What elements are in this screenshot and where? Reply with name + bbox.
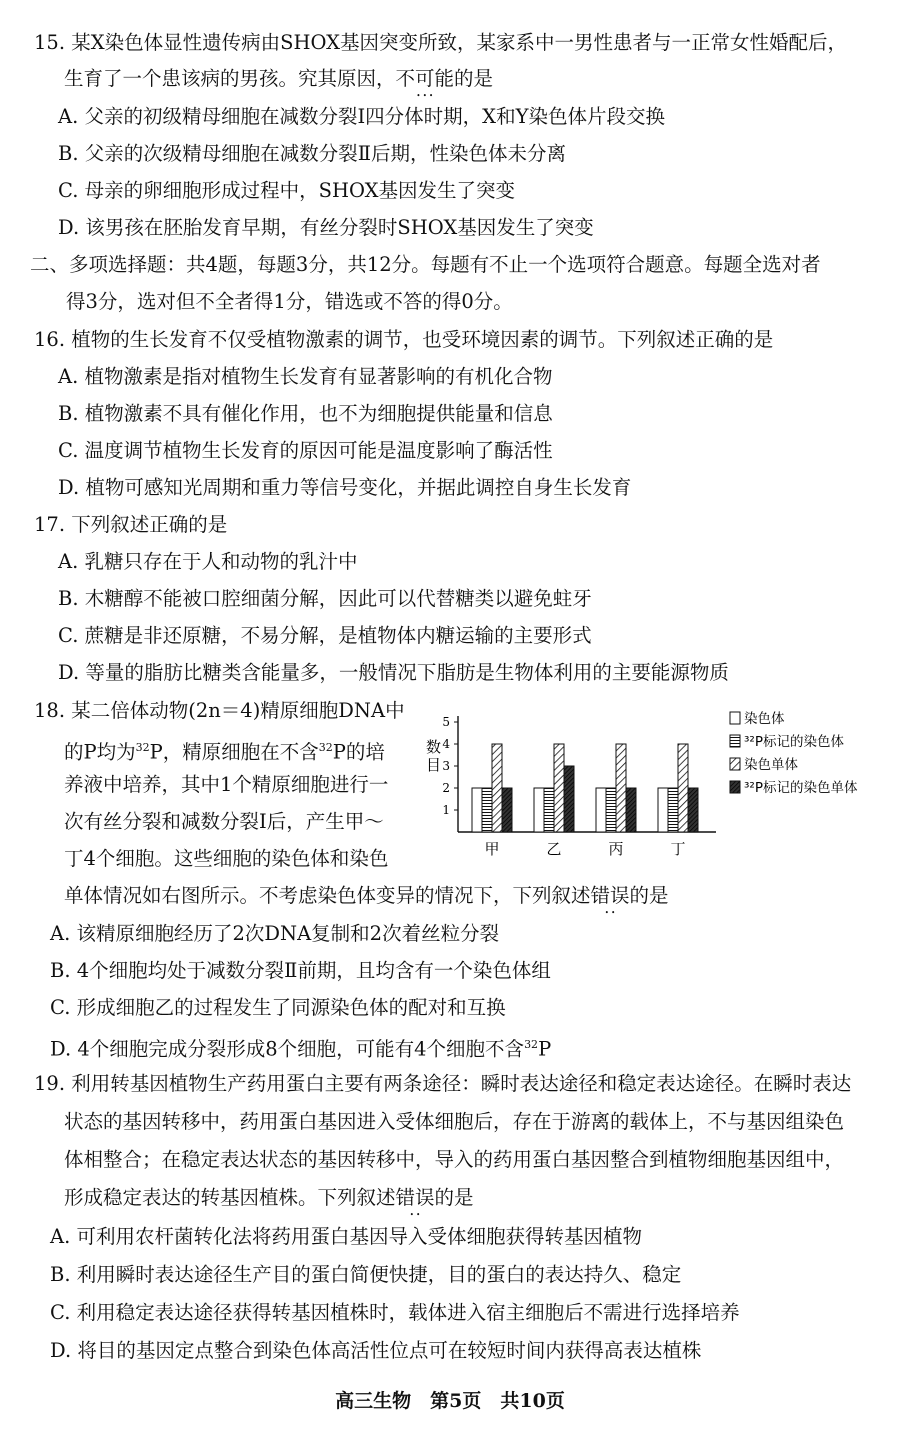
q18-option-d-tail: P	[538, 1037, 552, 1061]
q18-option-d-text: D. 4个细胞完成分裂形成8个细胞，可能有4个细胞不含	[50, 1037, 525, 1061]
bar-1-3	[668, 788, 678, 832]
bar-1-0	[482, 788, 492, 832]
q15-stem-tail: 的是	[454, 67, 494, 90]
q18-option-b: B. 4个细胞均处于减数分裂Ⅱ前期，且均含有一个染色体组	[50, 959, 551, 982]
q19-stem-line1: 19. 利用转基因植物生产药用蛋白主要有两条途径：瞬时表达途径和稳定表达途径。在瞬时表达	[34, 1072, 852, 1095]
bar-1-2	[606, 788, 616, 832]
q18-text-a: 的P均为	[64, 740, 136, 764]
bar-0-3	[658, 788, 668, 832]
bar-3-2	[626, 788, 636, 832]
bar-2-1	[554, 744, 564, 832]
y-axis-label: 数	[426, 738, 442, 756]
q16-option-c: C. 温度调节植物生长发育的原因可能是温度影响了酶活性	[58, 439, 553, 462]
q17-option-d: D. 等量的脂肪比糖类含能量多，一般情况下脂肪是生物体利用的主要能源物质	[58, 661, 729, 684]
q19-emphasis: 错误 • •	[396, 1186, 435, 1209]
page-footer: 高三生物 第5页 共10页	[335, 1390, 565, 1412]
q16-option-a: A. 植物激素是指对植物生长发育有显著影响的有机化合物	[58, 365, 553, 388]
category-label: 甲	[484, 840, 500, 858]
q16-option-b: B. 植物激素不具有催化作用，也不为细胞提供能量和信息	[58, 402, 553, 425]
legend-label: 染色体	[744, 711, 785, 727]
q18-option-d	[50, 1032, 551, 1063]
legend-label: ³²P标记的染色单体	[744, 780, 858, 796]
q18-option-a: A. 该精原细胞经历了2次DNA复制和2次着丝粒分裂	[50, 922, 500, 945]
y-tick-label: 1	[442, 803, 450, 817]
q18-option-d-sup: 32	[524, 1038, 539, 1051]
bar-3-0	[502, 788, 512, 832]
q19-option-d: D. 将目的基因定点整合到染色体高活性位点可在较短时间内获得高表达植株	[50, 1339, 702, 1362]
legend-swatch	[730, 781, 740, 793]
q18-bar-chart	[420, 706, 890, 866]
y-tick-label: 5	[442, 715, 450, 729]
legend-swatch	[730, 735, 740, 747]
q15-option-b: B. 父亲的次级精母细胞在减数分裂Ⅱ后期，性染色体未分离	[58, 142, 566, 165]
q19-option-c: C. 利用稳定表达途径获得转基因植株时，载体进入宿主细胞后不需进行选择培养	[50, 1301, 740, 1324]
q15-stem-line1: 15. 某X染色体显性遗传病由SHOX基因突变所致，某家系中一男性患者与一正常女性婚配后，	[34, 31, 847, 54]
q18-emphasis: 错误 • •	[591, 884, 630, 907]
legend-swatch	[730, 758, 740, 770]
q18-option-c: C. 形成细胞乙的过程发生了同源染色体的配对和互换	[50, 996, 506, 1019]
legend-swatch	[730, 712, 740, 724]
q18-stem-text: 单体情况如右图所示。不考虑染色体变异的情况下，下列叙述	[64, 884, 591, 907]
q18-stem-line6	[64, 883, 669, 909]
q18-stem-line1: 18. 某二倍体动物(2n＝4)精原细胞DNA中	[34, 699, 405, 722]
y-axis-label: 目	[426, 756, 442, 774]
q19-stem-line4	[64, 1185, 474, 1211]
q19-option-a: A. 可利用农杆菌转化法将药用蛋白基因导入受体细胞获得转基因植物	[50, 1225, 642, 1248]
q15-emphasis: 不可能 • • •	[396, 67, 455, 90]
q17-option-b: B. 木糖醇不能被口腔细菌分解，因此可以代替糖类以避免蛀牙	[58, 587, 592, 610]
q18-sup-a: 32	[135, 741, 150, 754]
bar-3-3	[688, 788, 698, 832]
bar-0-1	[534, 788, 544, 832]
q19-option-b: B. 利用瞬时表达途径生产目的蛋白简便快捷，目的蛋白的表达持久、稳定	[50, 1263, 682, 1286]
q18-stem-line4: 次有丝分裂和减数分裂Ⅰ后，产生甲～	[64, 810, 384, 833]
q18-stem-line3: 养液中培养，其中1个精原细胞进行一	[64, 773, 389, 796]
q19-stem-tail: 的是	[434, 1186, 474, 1209]
legend-label: 染色单体	[744, 757, 798, 773]
q15-stem-text: 生育了一个患该病的男孩。究其原因，	[64, 67, 396, 90]
bar-3-1	[564, 766, 574, 832]
q17-option-c: C. 蔗糖是非还原糖，不易分解，是植物体内糖运输的主要形式	[58, 624, 592, 647]
y-tick-label: 2	[442, 781, 450, 795]
q15-option-d: D. 该男孩在胚胎发育早期，有丝分裂时SHOX基因发生了突变	[58, 216, 594, 239]
q18-stem-tail: 的是	[629, 884, 669, 907]
category-label: 乙	[546, 840, 562, 858]
y-tick-label: 4	[442, 737, 450, 751]
category-label: 丙	[608, 840, 624, 858]
q19-stem-line2: 状态的基因转移中，药用蛋白基因进入受体细胞后，存在于游离的载体上，不与基因组染色	[64, 1110, 845, 1133]
q18-stem-line5: 丁4个细胞。这些细胞的染色体和染色	[64, 847, 389, 870]
bar-2-3	[678, 744, 688, 832]
q15-stem-line2	[64, 66, 493, 92]
q16-stem: 16. 植物的生长发育不仅受植物激素的调节，也受环境因素的调节。下列叙述正确的是	[34, 328, 774, 351]
q19-stem-line3: 体相整合；在稳定表达状态的基因转移中，导入的药用蛋白基因整合到植物细胞基因组中，	[64, 1148, 845, 1171]
q18-sup-b: 32	[318, 741, 333, 754]
bar-1-1	[544, 788, 554, 832]
q16-option-d: D. 植物可感知光周期和重力等信号变化，并据此调控自身生长发育	[58, 476, 632, 499]
category-label: 丁	[670, 840, 686, 858]
q15-option-a: A. 父亲的初级精母细胞在减数分裂Ⅰ四分体时期，X和Y染色体片段交换	[58, 105, 665, 128]
section2-heading-line1: 二、多项选择题：共4题，每题3分，共12分。每题有不止一个选项符合题意。每题全选对者	[30, 253, 821, 276]
q19-stem-text: 形成稳定表达的转基因植株。下列叙述	[64, 1186, 396, 1209]
q17-option-a: A. 乳糖只存在于人和动物的乳汁中	[58, 550, 358, 573]
q15-option-c: C. 母亲的卵细胞形成过程中，SHOX基因发生了突变	[58, 179, 516, 202]
q18-stem-line2	[64, 735, 385, 766]
bar-0-0	[472, 788, 482, 832]
q18-text-c: P的培	[332, 740, 385, 764]
q17-stem: 17. 下列叙述正确的是	[34, 513, 228, 536]
bar-0-2	[596, 788, 606, 832]
section2-heading-line2: 得3分，选对但不全者得1分，错选或不答的得0分。	[66, 290, 513, 313]
legend-label: ³²P标记的染色体	[744, 734, 844, 750]
bar-2-0	[492, 744, 502, 832]
bar-2-2	[616, 744, 626, 832]
q18-text-b: P，精原细胞在不含	[149, 740, 319, 764]
y-tick-label: 3	[442, 759, 450, 773]
